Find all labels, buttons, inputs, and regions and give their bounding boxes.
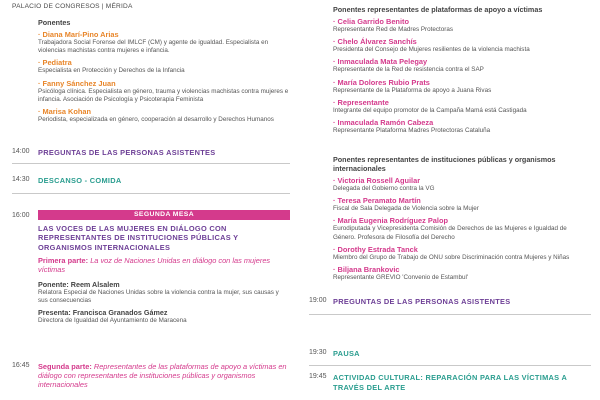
plataformas-block bbox=[333, 5, 591, 135]
presenta-name: Francisca Granados Gámez bbox=[72, 307, 168, 317]
speaker-desc: Representante Red de Madres Protectoras bbox=[333, 26, 454, 33]
speaker-name: · Representante bbox=[333, 97, 389, 107]
ponentes-block bbox=[38, 18, 290, 124]
time-1600: 16:00 bbox=[12, 212, 30, 219]
speaker-name: · Chelo Álvarez Sanchís bbox=[333, 37, 417, 47]
instituciones-block bbox=[333, 155, 591, 282]
instituciones-heading: Ponentes representantes de instituciones públicas y organismos internacionales bbox=[333, 155, 556, 173]
speaker-desc: Periodista, especializada en género, cooperación al desarrollo y Derechos Humanos bbox=[38, 116, 274, 124]
descanso-heading: DESCANSO - COMIDA bbox=[38, 176, 122, 185]
mesa-title: LAS VOCES DE LAS MUJERES EN DIÁLOGO CON REPRESENTANTES DE INSTITUCIONES PÚBLICAS Y ORGANISMOS INTERNACIONALES bbox=[38, 224, 239, 252]
speaker-name: · Diana Marí-Pino Arias bbox=[38, 30, 119, 39]
speaker-desc: Representante de la Plataforma de apoyo a Juana Rivas bbox=[333, 86, 492, 94]
speaker-desc: Fiscal de Sala Delegada de Violencia sobre la Mujer bbox=[333, 205, 479, 213]
speaker-name: · Fanny Sánchez Juan bbox=[38, 78, 116, 88]
speaker-desc: Trabajadora Social Forense del IMLCF (CM) y agente de igualdad. Especialista en violencias machistas contra mujeres e infancia. bbox=[38, 39, 269, 55]
time-1400: 14:00 bbox=[12, 148, 30, 155]
speaker-name: · Celia Garrido Benito bbox=[333, 17, 409, 26]
speaker bbox=[333, 57, 591, 74]
time-1945: 19:45 bbox=[309, 373, 327, 380]
speaker-name: · Dorothy Estrada Tanck bbox=[333, 244, 418, 254]
presenta-label: Presenta: bbox=[38, 307, 71, 317]
presenta-desc: Directora de Igualdad del Ayuntamiento de Maracena bbox=[38, 316, 187, 324]
speaker-desc: Representante de la Red de resistencia contra el SAP bbox=[333, 66, 484, 74]
speaker bbox=[38, 30, 290, 55]
ponente-label: Ponente: bbox=[38, 280, 69, 290]
time-1645: 16:45 bbox=[12, 362, 30, 369]
segunda-text: Representantes de las plataformas de apoyo a víctimas en diálogo con representantes de instituciones públicas y organismos internacionales bbox=[38, 362, 287, 389]
preguntas-heading-1: PREGUNTAS DE LAS PERSONAS ASISTENTES bbox=[38, 148, 216, 157]
speaker bbox=[333, 17, 591, 34]
speaker bbox=[38, 107, 290, 124]
speaker-name: · Victoria Rossell Aguilar bbox=[333, 176, 421, 185]
speaker-desc: Representante Plataforma Madres Protectoras Cataluña bbox=[333, 127, 491, 135]
segunda-mesa-banner: SEGUNDA MESA bbox=[38, 210, 290, 220]
segunda-parte bbox=[38, 362, 290, 389]
speaker-name: · Pediatra bbox=[38, 58, 72, 68]
plataformas-heading: Ponentes representantes de plataformas de apoyo a víctimas bbox=[333, 5, 543, 14]
ponente-line bbox=[38, 280, 290, 289]
segunda-parte-block bbox=[38, 362, 290, 389]
speaker-name: · Teresa Peramato Martín bbox=[333, 196, 421, 206]
ponentes-heading: Ponentes bbox=[38, 18, 71, 27]
speaker-name: · Biljana Brankovic bbox=[333, 265, 400, 275]
pausa-heading: PAUSA bbox=[333, 349, 360, 358]
venue-label: PALACIO DE CONGRESOS | MÉRIDA bbox=[12, 3, 133, 10]
divider bbox=[309, 314, 591, 315]
primera-text: La voz de Naciones Unidas en diálogo con las mujeres víctimas bbox=[38, 256, 271, 275]
speaker-desc: Integrante del equipo promotor de la Campaña Mamá está Castigada bbox=[333, 106, 527, 114]
actividad-heading: ACTIVIDAD CULTURAL: REPARACIÓN PARA LAS VÍCTIMAS A TRAVÉS DEL ARTE bbox=[333, 373, 567, 392]
speaker-name: · Inmaculada Ramón Cabeza bbox=[333, 118, 434, 128]
preguntas-heading-2: PREGUNTAS DE LAS PERSONAS ASISTENTES bbox=[333, 297, 511, 306]
speaker-desc: Delegada del Gobierno contra la VG bbox=[333, 185, 435, 192]
divider bbox=[12, 163, 290, 164]
presenta-line bbox=[38, 308, 290, 317]
speaker bbox=[333, 176, 591, 193]
time-1430: 14:30 bbox=[12, 176, 30, 183]
speaker bbox=[333, 196, 591, 213]
speaker bbox=[333, 98, 591, 115]
speaker bbox=[38, 58, 290, 75]
speaker bbox=[333, 78, 591, 95]
speaker-name: · Inmaculada Mata Pelegay bbox=[333, 57, 428, 67]
time-1900: 19:00 bbox=[309, 297, 327, 304]
ponente-desc: Relatora Especial de Naciones Unidas sobre la violencia contra la mujer, sus causas y sus consecuencias bbox=[38, 289, 279, 305]
speaker bbox=[333, 118, 591, 135]
speaker-desc: Eurodiputada y Vicepresidenta Comisión de Derechos de las Mujeres e Igualdad de Género. Profesora de Filosofía del Derecho bbox=[333, 225, 567, 241]
speaker-name: · María Eugenia Rodríguez Palop bbox=[333, 216, 448, 226]
speaker-name: · María Dolores Rubio Prats bbox=[333, 77, 430, 87]
ponente-block bbox=[38, 280, 290, 305]
speaker bbox=[333, 265, 591, 282]
speaker bbox=[38, 79, 290, 104]
mesa-block bbox=[38, 224, 290, 325]
speaker-desc: Miembro del Grupo de Trabajo de ONU sobre Discriminación contra Mujeres y Niñas bbox=[333, 253, 570, 261]
primera-parte bbox=[38, 256, 290, 274]
speaker-desc: Representante GREVIO 'Convenio de Estambul' bbox=[333, 274, 469, 282]
speaker-desc: Psicóloga clínica. Especialista en género, trauma y violencias machistas contra mujeres e infancia. Asociación de Psicología y Psicoterapia Feminista bbox=[38, 87, 289, 103]
speaker-desc: Especialista en Protección y Derechos de la Infancia bbox=[38, 67, 185, 75]
speaker-desc: Presidenta del Consejo de Mujeres resilientes de la violencia machista bbox=[333, 46, 530, 54]
speaker-name: · Marisa Kohan bbox=[38, 107, 91, 117]
divider bbox=[309, 365, 591, 366]
primera-label: Primera parte: bbox=[38, 256, 89, 266]
ponente-name: Reem Alsalem bbox=[70, 280, 120, 290]
speaker bbox=[333, 216, 591, 241]
divider bbox=[12, 193, 290, 194]
speaker bbox=[333, 245, 591, 262]
presenta-block bbox=[38, 308, 290, 325]
segunda-label: Segunda parte: bbox=[38, 362, 92, 371]
time-1930: 19:30 bbox=[309, 349, 327, 356]
speaker bbox=[333, 37, 591, 54]
